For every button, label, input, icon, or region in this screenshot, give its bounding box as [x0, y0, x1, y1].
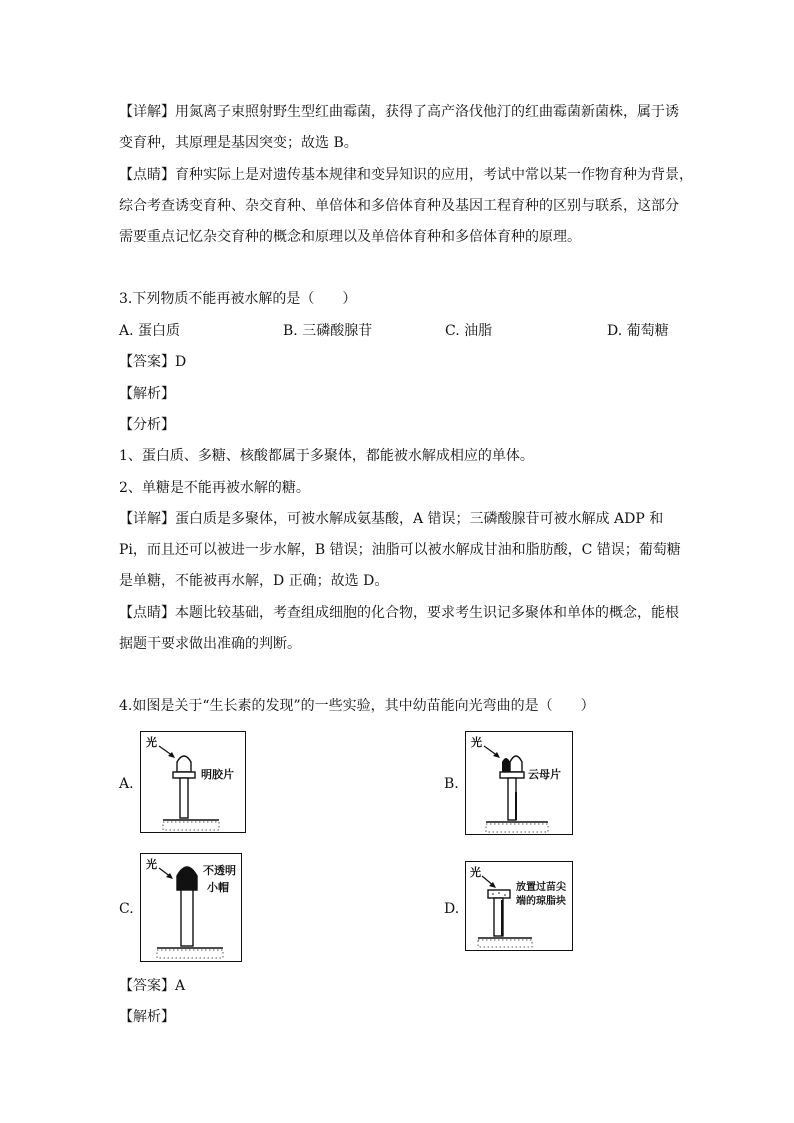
- figure-label-b: B.: [444, 776, 459, 792]
- light-label: 光: [471, 736, 482, 749]
- figure-c: [140, 853, 242, 962]
- question-stem: 3.下列物质不能再被水解的是（ ）: [119, 291, 357, 307]
- text-line: 1、蛋白质、多糖、核酸都属于多聚体，都能被水解成相应的单体。: [119, 448, 534, 464]
- text-line: 综合考查诱变育种、杂交育种、单倍体和多倍体育种及基因工程育种的区别与联系，这部分: [119, 198, 679, 214]
- cap-label-1: 不透明: [203, 864, 236, 877]
- text-line: 需要重点记忆杂交育种的概念和原理以及单倍体育种和多倍体育种的原理。: [119, 229, 581, 245]
- text-line: 【详解】蛋白质是多聚体，可被水解成氨基酸，A 错误；三磷酸腺苷可被水解成 ADP 和: [119, 511, 664, 527]
- light-label: 光: [146, 736, 157, 749]
- light-label: 光: [470, 866, 481, 879]
- text-line: 是单糖，不能被再水解，D 正确；故选 D。: [119, 573, 389, 589]
- cap-label-2: 小帽: [207, 881, 229, 894]
- figure-d: [465, 861, 573, 951]
- seedling-gelatin-diagram: [141, 732, 246, 833]
- option-a: A. 蛋白质: [119, 323, 181, 339]
- option-b: B. 三磷酸腺苷: [283, 323, 373, 339]
- answer-label: 【答案】A: [119, 978, 186, 994]
- text-line: Pi，而且还可以被进一步水解，B 错误；油脂可以被水解成甘油和脂肪酸，C 错误；葡萄糖: [119, 542, 681, 558]
- seedling-mica-diagram: [466, 732, 573, 835]
- mica-label: 云母片: [528, 768, 561, 781]
- figure-a: [140, 731, 246, 833]
- text-line: 【点睛】本题比较基础，考查组成细胞的化合物，要求考生识记多聚体和单体的概念，能根: [119, 605, 679, 621]
- text-line: 【点睛】育种实际上是对遗传基本规律和变异知识的应用，考试中常以某一作物育种为背景，: [119, 167, 693, 183]
- seedling-cap-diagram: [141, 854, 242, 962]
- answer-label: 【答案】D: [119, 354, 187, 370]
- figure-b: [465, 731, 573, 835]
- figure-label-d: D.: [444, 901, 460, 917]
- option-d: D. 葡萄糖: [607, 323, 669, 339]
- analysis-label: 【解析】: [119, 386, 175, 402]
- text-line: 据题干要求做出准确的判断。: [119, 636, 301, 652]
- option-c: C. 油脂: [445, 323, 493, 339]
- seedling-agar-diagram: [466, 862, 573, 951]
- agar-label-1: 放置过苗尖: [516, 882, 566, 893]
- analysis-label: 【解析】: [119, 1009, 175, 1025]
- text-line: 2、单糖是不能再被水解的糖。: [119, 480, 310, 496]
- figure-label-c: C.: [119, 901, 134, 917]
- text-line: 变育种，其原理是基因突变；故选 B。: [119, 135, 358, 151]
- fenxi-label: 【分析】: [119, 417, 175, 433]
- gelatin-label: 明胶片: [201, 768, 234, 781]
- figure-label-a: A.: [119, 776, 134, 792]
- agar-label-2: 端的琼脂块: [516, 896, 566, 907]
- light-label: 光: [146, 858, 157, 871]
- question-stem: 4.如图是关于“生长素的发现”的一些实验，其中幼苗能向光弯曲的是（ ）: [119, 698, 595, 714]
- text-line: 【详解】用氮离子束照射野生型红曲霉菌，获得了高产洛伐他汀的红曲霉菌新菌株，属于诱: [119, 104, 679, 120]
